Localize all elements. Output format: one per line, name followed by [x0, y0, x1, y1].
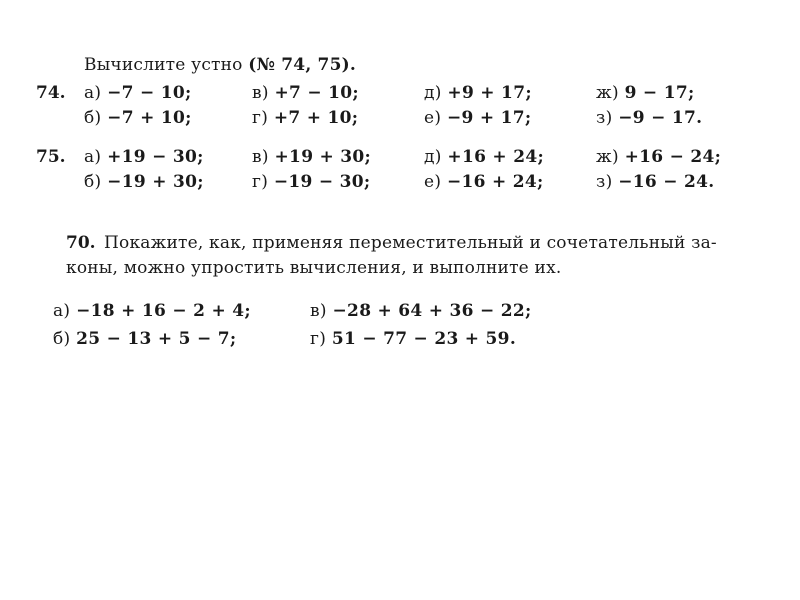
- exercise-75-item: [84, 147, 204, 167]
- exercise-74-item: [596, 83, 695, 103]
- exercise-74-item-expression: −9 − 17.: [618, 108, 703, 128]
- exercise-74-item-expression: +7 + 10;: [273, 108, 359, 128]
- exercise-70-item: [53, 301, 251, 321]
- exercise-70-item-expression: −28 + 64 + 36 − 22;: [332, 301, 532, 321]
- exercise-75-item-expression: +19 − 30;: [107, 147, 204, 167]
- exercise-75-item-label: ж): [596, 147, 625, 167]
- exercise-75-item-label: г): [252, 172, 274, 192]
- exercise-74-item-label: а): [84, 83, 108, 103]
- exercise-75-item-expression: +19 + 30;: [274, 147, 372, 167]
- exercise-74-item-expression: +9 + 17;: [447, 83, 532, 103]
- exercise-74-item-label: ж): [596, 83, 625, 103]
- exercise-75-item-expression: +16 + 24;: [447, 147, 545, 167]
- exercise-75-item: [252, 172, 370, 192]
- exercise-70-item-expression: 51 − 77 − 23 + 59.: [331, 329, 517, 349]
- exercise-70-number: 70.: [66, 233, 96, 253]
- exercise-75-item: [596, 147, 721, 167]
- exercise-74-item-label: е): [424, 108, 447, 128]
- exercise-75-item: [596, 172, 714, 192]
- exercise-75-item-label: з): [596, 172, 619, 192]
- exercise-70-item-label: в): [310, 301, 333, 321]
- exercise-70-item: [53, 329, 236, 349]
- exercise-75-item-label: а): [84, 147, 108, 167]
- exercise-70-item-expression: 25 − 13 + 5 − 7;: [76, 329, 237, 349]
- exercise-74-item-expression: −9 + 17;: [447, 108, 532, 128]
- exercise-75-item-expression: −16 + 24;: [447, 172, 544, 192]
- exercise-75-item-label: д): [424, 147, 448, 167]
- exercise-70-item: [310, 329, 516, 349]
- exercise-74-item-expression: −7 − 10;: [107, 83, 192, 103]
- exercise-75-item-expression: −19 + 30;: [107, 172, 204, 192]
- exercise-75-item-label: в): [252, 147, 275, 167]
- exercise-75-item-expression: +16 − 24;: [624, 147, 722, 167]
- exercise-74-item: [84, 83, 192, 103]
- exercise-74-item-label: д): [424, 83, 448, 103]
- exercise-75-item-expression: −19 − 30;: [273, 172, 371, 192]
- exercise-75-item: [252, 147, 371, 167]
- exercise-74-item-expression: 9 − 17;: [624, 83, 695, 103]
- exercise-75-item-expression: −16 − 24.: [618, 172, 715, 192]
- exercise-74-item: [596, 108, 702, 128]
- exercise-74-item-label: з): [596, 108, 619, 128]
- exercise-74-item-expression: −7 + 10;: [107, 108, 192, 128]
- exercise-75-number: 75.: [36, 147, 66, 167]
- exercise-74-number: 74.: [36, 83, 66, 103]
- exercise-70-item-expression: −18 + 16 − 2 + 4;: [76, 301, 251, 321]
- exercise-74-item: [252, 83, 359, 103]
- exercise-74-item: [424, 83, 532, 103]
- exercise-74-item: [424, 108, 532, 128]
- exercise-74-item: [84, 108, 192, 128]
- heading-refs: (№ 74, 75).: [248, 55, 356, 75]
- exercise-74-item-label: г): [252, 108, 274, 128]
- exercise-74-item-label: б): [84, 108, 108, 128]
- heading-text: Вычислите устно: [84, 55, 243, 75]
- exercise-70-item: [310, 301, 532, 321]
- exercise-70-item-label: а): [53, 301, 77, 321]
- exercise-75-item: [424, 172, 544, 192]
- heading: [84, 55, 356, 75]
- exercise-70-text-line1: Покажите, как, применяя переместительный и сочетательный за-: [104, 233, 717, 253]
- exercise-70-text-line2: коны, можно упростить вычисления, и выполните их.: [66, 258, 562, 278]
- exercise-75-item-label: е): [424, 172, 447, 192]
- exercise-74-item-expression: +7 − 10;: [274, 83, 360, 103]
- exercise-70-item-label: г): [310, 329, 332, 349]
- exercise-70-item-label: б): [53, 329, 77, 349]
- exercise-75-item: [424, 147, 544, 167]
- exercise-75-item: [84, 172, 204, 192]
- exercise-74-item-label: в): [252, 83, 275, 103]
- exercise-75-item-label: б): [84, 172, 108, 192]
- exercise-74-item: [252, 108, 358, 128]
